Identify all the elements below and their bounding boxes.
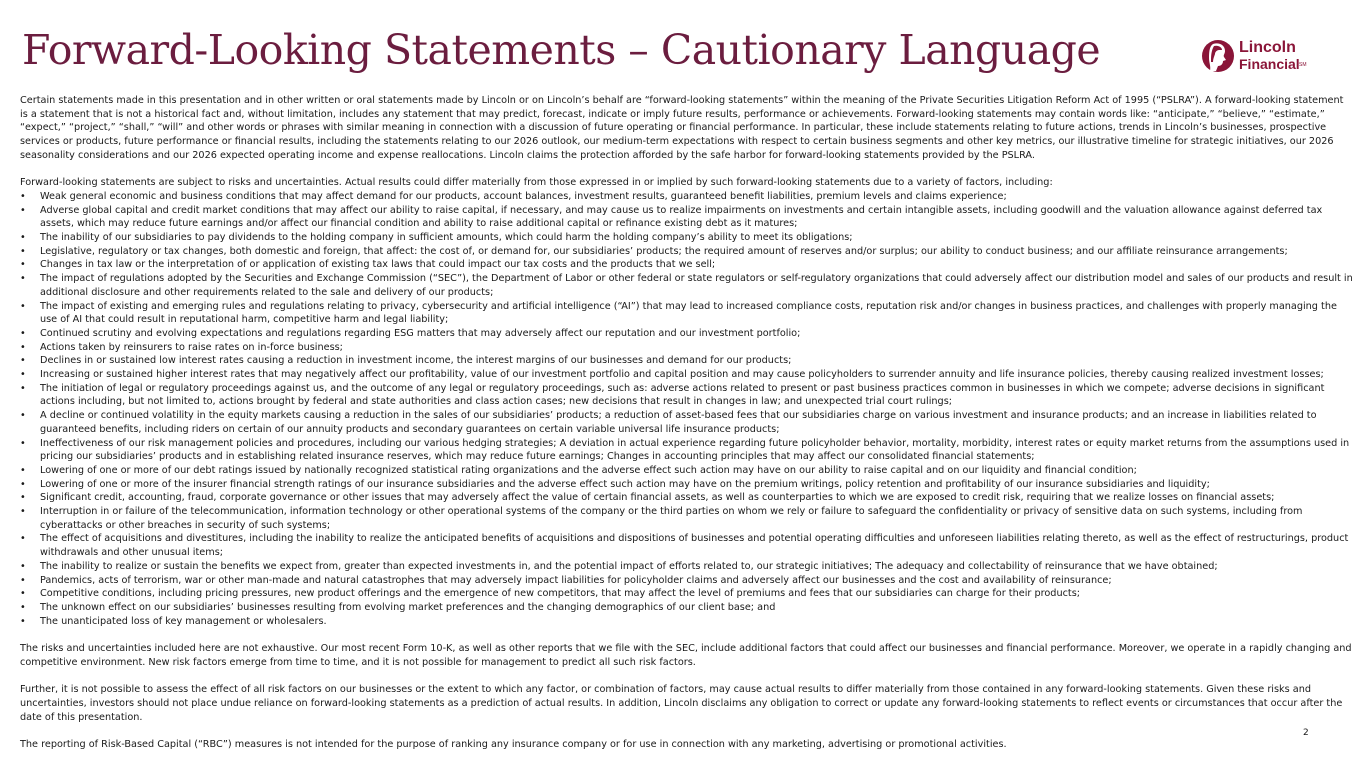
list-item bbox=[20, 574, 1354, 588]
logo-wordmark bbox=[1239, 40, 1300, 72]
list-item-text: Legislative, regulatory or tax changes, both domestic and foreign, that affect: the cost of, or demand for, our subsidiaries’ products; the required amount of reserves and/or surplus; our ability to conduct business; and our affiliate reinsurance arrangements; bbox=[40, 245, 1288, 257]
list-item-text: The unanticipated loss of key management or wholesalers. bbox=[40, 615, 327, 627]
further-paragraph: Further, it is not possible to assess the effect of all risk factors on our businesses or the extent to which any factor, or combination of factors, may cause actual results to differ materially from those contained in any forward-looking statements. Given these risks and uncertainties, investors should not place undue reliance on forward-looking statements as a prediction of actual results. In addition, Lincoln disclaims any obligation to correct or update any forward-looking statements to reflect events or circumstances that occur after the date of this presentation. bbox=[20, 684, 1343, 723]
list-item-text: Increasing or sustained higher interest rates that may negatively affect our profitability, value of our investment portfolio and capital position and may cause policyholders to surrender annuity and life insurance policies, thereby causing realized investment losses; bbox=[40, 369, 1324, 381]
bullet-glyph: • bbox=[20, 533, 26, 545]
list-item bbox=[20, 409, 1354, 436]
list-item-text: The inability to realize or sustain the benefits we expect from, greater than expected investments in, and the potential impact of efforts related to, our strategic initiatives; The adequacy and collectability of reinsurance that we have obtained; bbox=[40, 560, 1218, 572]
bullet-glyph: • bbox=[20, 259, 26, 271]
list-item bbox=[20, 204, 1354, 231]
risk-factor-list bbox=[20, 190, 1354, 629]
list-item bbox=[20, 601, 1354, 615]
spacer bbox=[20, 724, 1354, 738]
list-item bbox=[20, 258, 1354, 272]
list-item-text: Significant credit, accounting, fraud, corporate governance or other issues that may adversely affect the value of certain financial assets, as well as counterparties to which we are exposed to credit risk, requiring that we realize losses on financial assets; bbox=[40, 492, 1275, 504]
list-item-text: A decline or continued volatility in the equity markets causing a reduction in the sales of our subsidiaries’ products; a reduction of asset-based fees that our subsidiaries charge on various investment and insurance products; and an increase in liabilities related to guaranteed benefits, including riders on certain of our annuity products and secondary guarantees on certain variable universal life insurance products; bbox=[40, 410, 1317, 435]
list-item bbox=[20, 560, 1354, 574]
bullet-glyph: • bbox=[20, 327, 26, 339]
list-item bbox=[20, 464, 1354, 478]
not-exhaustive-paragraph: The risks and uncertainties included here are not exhaustive. Our most recent Form 10-K, as well as other reports that we file with the SEC, include additional factors that could affect our businesses and financial performance. Moreover, we operate in a rapidly changing and competitive environment. New risk factors emerge from time to time, and it is not possible for management to predict all such risk factors. bbox=[20, 643, 1352, 668]
list-item-text: Pandemics, acts of terrorism, war or other man-made and natural catastrophes that may adversely impact liabilities for policyholder claims and adversely affect our businesses and the cost and availability of reinsurance; bbox=[40, 574, 1112, 586]
logo-service-mark: SM bbox=[1299, 62, 1307, 68]
list-item-text: Actions taken by reinsurers to raise rates on in-force business; bbox=[40, 341, 343, 353]
list-item bbox=[20, 327, 1354, 341]
bullet-glyph: • bbox=[20, 437, 26, 449]
spacer bbox=[20, 670, 1354, 684]
bullet-glyph: • bbox=[20, 232, 26, 244]
list-item bbox=[20, 491, 1354, 505]
intro-paragraph: Certain statements made in this presentation and in other written or oral statements made by Lincoln or on Lincoln’s behalf are “forward-looking statements” within the meaning of the Private Securities Litigation Reform Act of 1995 (“PSLRA”). A forward-looking statement is a statement that is not a historical fact and, without limitation, includes any statement that may predict, forecast, indicate or imply future results, performance or achievements. Forward-looking statements may contain words like: “anticipate,” “believe,” “estimate,” “expect,” “project,” “shall,” “will” and other words or phrases with similar meaning in connection with a discussion of future operating or financial performance. In particular, these include statements relating to future actions, trends in Lincoln’s businesses, prospective services or products, future performance or financial results, including the statements relating to our 2026 outlook, our medium-term expectations with respect to certain business segments and other key metrics, our illustrative timeline for strategic initiatives, our 2026 seasonality considerations and our 2026 expected operating income and expense reallocations. Lincoln claims the protection afforded by the safe harbor for forward-looking statements provided by the PSLRA. bbox=[20, 95, 1344, 161]
bullet-glyph: • bbox=[20, 300, 26, 312]
bullet-glyph: • bbox=[20, 464, 26, 476]
lincoln-profile-icon bbox=[1201, 38, 1235, 74]
list-item-text: The inability of our subsidiaries to pay dividends to the holding company in sufficient amounts, which could harm the holding company’s ability to meet its obligations; bbox=[40, 232, 853, 244]
bullet-glyph: • bbox=[20, 574, 26, 586]
bullet-glyph: • bbox=[20, 478, 26, 490]
bullet-glyph: • bbox=[20, 615, 26, 627]
list-item bbox=[20, 300, 1354, 327]
list-item-text: Adverse global capital and credit market conditions that may affect our ability to raise capital, if necessary, and may cause us to realize impairments on investments and certain intangible assets, including goodwill and the valuation allowance against deferred tax assets, which may reduce future earnings and/or affect our financial condition and ability to raise additional capital or refinance existing debt as it matures; bbox=[40, 204, 1323, 230]
logo-line-2: Financial bbox=[1239, 56, 1300, 72]
bullet-glyph: • bbox=[20, 492, 26, 504]
list-item-text: The effect of acquisitions and divestitures, including the inability to realize the anticipated benefits of acquisitions and dispositions of businesses and potential operating difficulties and unforeseen liabilities relating thereto, as well as the effect of restructurings, product withdrawals and other unusual items; bbox=[40, 533, 1349, 559]
bullet-glyph: • bbox=[20, 341, 26, 353]
body-text bbox=[20, 94, 1354, 752]
logo-line-1: Lincoln bbox=[1239, 39, 1296, 56]
bullet-glyph: • bbox=[20, 273, 26, 285]
bullet-glyph: • bbox=[20, 560, 26, 572]
page-title: Forward-Looking Statements – Cautionary Language bbox=[22, 26, 1101, 74]
bullet-glyph: • bbox=[20, 410, 26, 422]
bullet-glyph: • bbox=[20, 190, 26, 202]
list-item-text: Lowering of one or more of our debt ratings issued by nationally recognized statistical rating organizations and the adverse effect such action may have on our ability to raise capital and on our liquidity and financial condition; bbox=[40, 464, 1137, 476]
list-item-text: Weak general economic and business conditions that may affect demand for our products, account balances, investment results, guaranteed benefit liabilities, premium levels and claims experience; bbox=[40, 190, 1007, 202]
list-item bbox=[20, 615, 1354, 629]
list-item-text: Continued scrutiny and evolving expectations and regulations regarding ESG matters that may adversely affect our reputation and our investment portfolio; bbox=[40, 327, 801, 339]
company-logo bbox=[1201, 38, 1311, 80]
list-item bbox=[20, 532, 1354, 559]
list-item-text: Changes in tax law or the interpretation of or application of existing tax laws that could impact our tax costs and the products that we sell; bbox=[40, 259, 716, 271]
list-item bbox=[20, 478, 1354, 492]
risks-intro-paragraph: Forward-looking statements are subject to risks and uncertainties. Actual results could differ materially from those expressed in or implied by such forward-looking statements due to a variety of factors, including: bbox=[20, 177, 1053, 189]
list-item-text: Lowering of one or more of the insurer financial strength ratings of our insurance subsidiaries and the adverse effect such action may have on the premium writings, policy retention and profitability of our insurance subsidiaries and liquidity; bbox=[40, 478, 1210, 490]
list-item bbox=[20, 437, 1354, 464]
bullet-glyph: • bbox=[20, 588, 26, 600]
list-item-text: The impact of existing and emerging rules and regulations relating to privacy, cybersecurity and artificial intelligence (“AI”) that may lead to increased compliance costs, reputation risk and/or changes in business practices, and challenges with properly managing the use of AI that could result in reputational harm, competitive harm and legal liability; bbox=[40, 300, 1337, 326]
list-item bbox=[20, 341, 1354, 355]
rbc-paragraph: The reporting of Risk-Based Capital (“RBC”) measures is not intended for the purpose of ranking any insurance company or for use in connection with any marketing, advertising or promotional activities. bbox=[20, 738, 1007, 750]
list-item-text: Interruption in or failure of the telecommunication, information technology or other operational systems of the company or the third parties on whom we rely or failure to safeguard the confidentiality or privacy of sensitive data on such systems, including from cyberattacks or other breaches in security of such systems; bbox=[40, 506, 1303, 531]
list-item bbox=[20, 245, 1354, 259]
list-item bbox=[20, 190, 1354, 204]
list-item-text: The unknown effect on our subsidiaries’ businesses resulting from evolving market preferences and the changing demographics of our client base; and bbox=[40, 602, 776, 613]
spacer bbox=[20, 163, 1354, 177]
bullet-glyph: • bbox=[20, 204, 26, 216]
page-number: 2 bbox=[1303, 728, 1309, 738]
list-item bbox=[20, 368, 1354, 382]
list-item bbox=[20, 272, 1354, 299]
spacer bbox=[20, 628, 1354, 642]
bullet-glyph: • bbox=[20, 602, 26, 613]
list-item-text: Competitive conditions, including pricing pressures, new product offerings and the emergence of new competitors, that may affect the level of premiums and fees that our subsidiaries can charge for their products; bbox=[40, 588, 1081, 600]
list-item bbox=[20, 354, 1354, 368]
list-item bbox=[20, 505, 1354, 532]
bullet-glyph: • bbox=[20, 355, 26, 367]
list-item bbox=[20, 382, 1354, 409]
list-item-text: The initiation of legal or regulatory proceedings against us, and the outcome of any legal or regulatory proceedings, such as: adverse actions related to present or past business practices common in businesses in which we compete; adverse decisions in significant actions including, but not limited to, actions brought by federal and state authorities and class action cases; new decisions that result in changes in law; and unexpected trial court rulings; bbox=[40, 382, 1325, 408]
list-item-text: Declines in or sustained low interest rates causing a reduction in investment income, the interest margins of our businesses and demand for our products; bbox=[40, 355, 792, 367]
bullet-glyph: • bbox=[20, 369, 26, 381]
list-item-text: The impact of regulations adopted by the Securities and Exchange Commission (“SEC”), the Department of Labor or other federal or state regulators or self-regulatory organizations that could adversely affect our distribution model and sales of our products and result in additional disclosure and other requirements related to the sale and delivery of our products; bbox=[40, 273, 1353, 298]
list-item bbox=[20, 231, 1354, 245]
bullet-glyph: • bbox=[20, 245, 26, 257]
list-item-text: Ineffectiveness of our risk management policies and procedures, including our various hedging strategies; A deviation in actual experience regarding future policyholder behavior, mortality, morbidity, interest rates or equity market returns from the assumptions used in pricing our subsidiaries’ products and in establishing related insurance reserves, which may reduce future earnings; Changes in accounting principles that may affect our consolidated financial statements; bbox=[40, 437, 1350, 463]
list-item bbox=[20, 587, 1354, 601]
bullet-glyph: • bbox=[20, 506, 26, 518]
bullet-glyph: • bbox=[20, 382, 26, 394]
